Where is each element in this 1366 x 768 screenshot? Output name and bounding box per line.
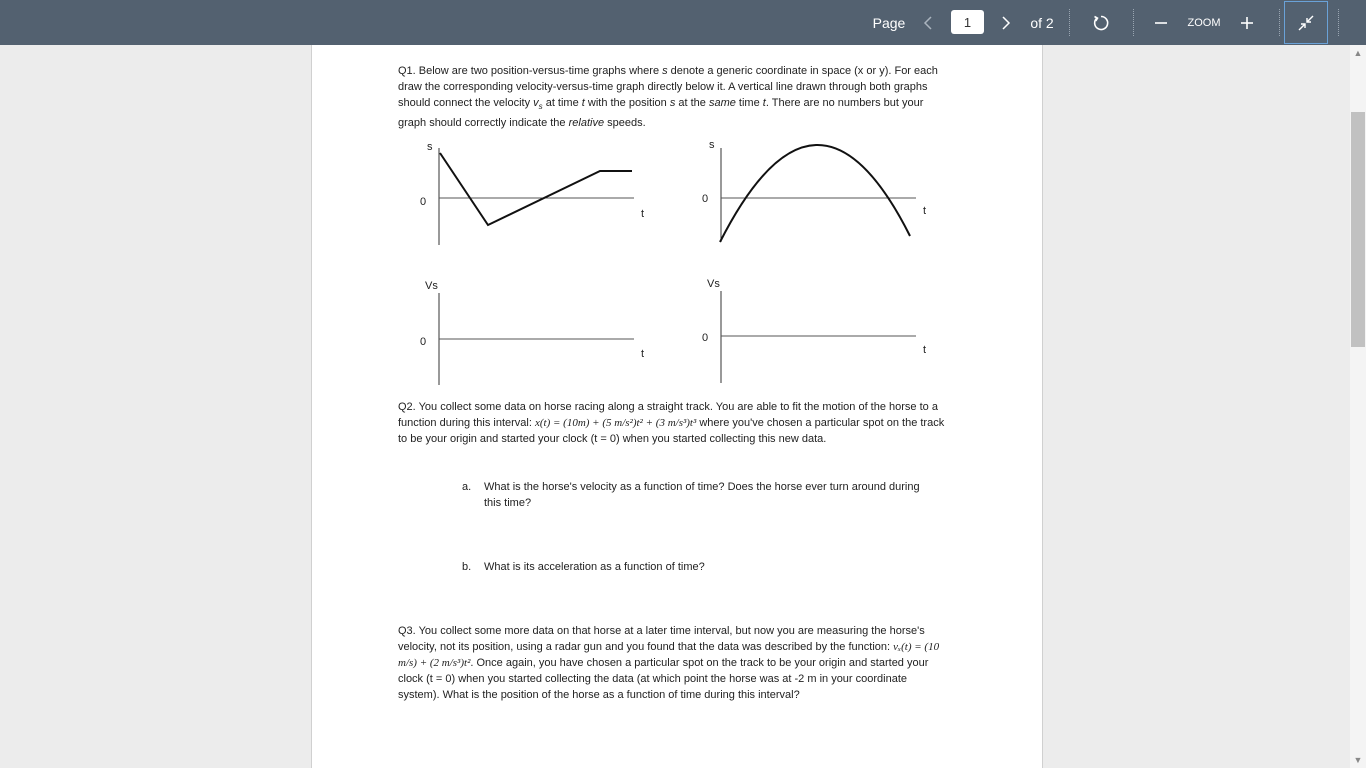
- zero-label: 0: [420, 196, 427, 208]
- position-graph-2: [694, 135, 954, 250]
- chevron-left-icon: [923, 15, 933, 31]
- position-curve: [440, 153, 632, 225]
- q3-paragraph: Q3. You collect some more data on that horse at a later time interval, but now you are measuring the horse's velocity, not its position, using a radar gun and you found that the data was described by the function: vₓ(t) = (10 m/s) + (2 m/s³)t². Once again, you have chosen a particular spot on the track to be your origin and started your clock (t = 0) when you started collecting the data (at which point the horse was at -2 m in your coordinate system). What is the position of the horse as a function of time during this interval?: [398, 625, 940, 701]
- t-axis-label: t: [641, 348, 645, 360]
- scrollbar-thumb[interactable]: [1351, 112, 1365, 347]
- rotate-button[interactable]: [1086, 0, 1116, 45]
- zoom-in-button[interactable]: [1236, 0, 1258, 45]
- toolbar-divider: [1279, 9, 1280, 36]
- previous-page-button[interactable]: [916, 0, 940, 45]
- velocity-axis-label: Vs: [707, 278, 720, 290]
- q2a-text: What is the horse's velocity as a function of time? Does the horse ever turn around during this time?: [484, 481, 920, 509]
- velocity-graph-1: [412, 275, 672, 390]
- t-axis-label: t: [923, 205, 927, 217]
- toolbar-divider: [1069, 9, 1070, 36]
- pdf-page: [311, 45, 1043, 768]
- q2a-marker: a.: [462, 481, 472, 493]
- s-axis-label: s: [709, 139, 715, 151]
- minus-icon: [1154, 16, 1168, 30]
- q2b-text: What is its acceleration as a function of time?: [484, 561, 705, 573]
- page-label: Page: [872, 14, 906, 31]
- q2-paragraph: Q2. You collect some data on horse racing along a straight track. You are able to fit the motion of the horse to a function during this interval: x(t) = (10m) + (5 m/s²)t² + (3 m/s³)t³ where you've chosen a particular spot on the track to be your origin and started your clock (t = 0) when you started collecting this new data.: [398, 401, 945, 445]
- page-total-label: of 2: [1030, 14, 1054, 31]
- scroll-up-icon[interactable]: ▲: [1353, 48, 1363, 58]
- plus-icon: [1240, 16, 1254, 30]
- vertical-scrollbar[interactable]: [1350, 45, 1366, 768]
- collapse-icon: [1297, 14, 1315, 32]
- chevron-right-icon: [1001, 15, 1011, 31]
- t-axis-label: t: [641, 208, 645, 220]
- position-curve: [720, 145, 910, 242]
- velocity-graph-2: [694, 273, 954, 388]
- q2b-marker: b.: [462, 561, 472, 573]
- velocity-axis-label: Vs: [425, 280, 438, 292]
- zoom-out-button[interactable]: [1150, 0, 1172, 45]
- page-number-input[interactable]: 1: [951, 10, 984, 34]
- toolbar-divider: [1338, 9, 1339, 36]
- t-axis-label: t: [923, 344, 927, 356]
- q1-paragraph: Q1. Below are two position-versus-time graphs where s denote a generic coordinate in space (x or y). For each draw the corresponding velocity-versus-time graph directly below it. A vertical line drawn through both graphs should connect the velocity $v_s$ at time t with the position s at the same time t. There are no numbers but your graph should correctly indicate the relative speeds.: [398, 65, 938, 130]
- exit-fullscreen-button[interactable]: [1284, 1, 1328, 44]
- zoom-label: ZOOM: [1187, 16, 1221, 29]
- zero-label: 0: [420, 336, 427, 348]
- s-axis-label: s: [427, 141, 433, 153]
- next-page-button[interactable]: [994, 0, 1018, 45]
- scroll-down-icon[interactable]: ▼: [1353, 755, 1363, 765]
- zero-label: 0: [702, 193, 709, 205]
- rotate-icon: [1092, 14, 1110, 32]
- pdf-toolbar: [0, 0, 1366, 45]
- zero-label: 0: [702, 332, 709, 344]
- toolbar-divider: [1133, 9, 1134, 36]
- document-viewer[interactable]: [0, 45, 1350, 768]
- position-graph-1: [412, 135, 672, 250]
